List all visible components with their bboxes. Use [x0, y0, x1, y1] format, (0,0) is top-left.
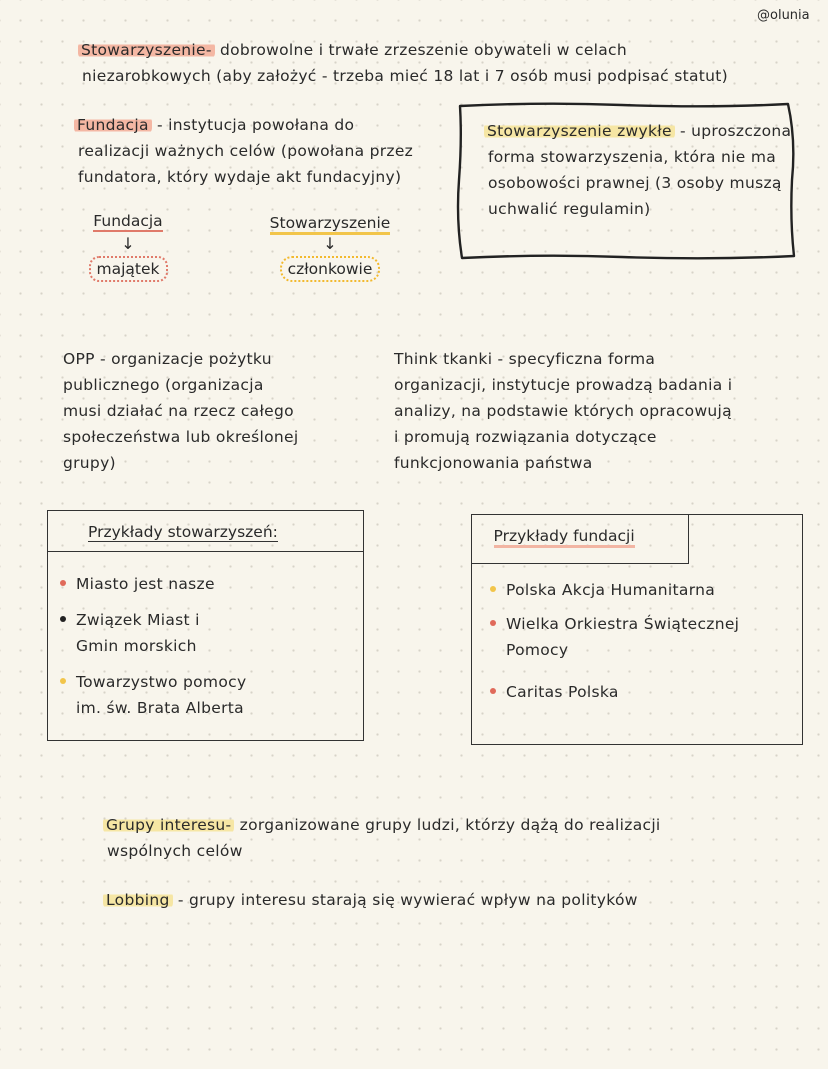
examples-associations-title: Przykłady stowarzyszeń: — [88, 523, 278, 541]
zwykle-definition — [484, 118, 791, 222]
fundacja-comparison-title: Fundacja — [93, 212, 163, 230]
stowarzyszenie-term: Stowarzyszenie- — [78, 41, 215, 59]
opp-definition — [63, 346, 298, 476]
opp-line1: OPP - organizacje pożytku — [63, 350, 272, 368]
stowarzyszenie-definition — [78, 37, 728, 89]
grupy-text-line1: zorganizowane grupy ludzi, którzy dążą do realizacji — [234, 816, 661, 834]
lobbing-definition — [103, 887, 638, 913]
think-line2: organizacji, instytucje prowadzą badania i — [394, 376, 733, 394]
opp-line2: publicznego (organizacja — [63, 376, 264, 394]
fundacja-text-line3: fundatora, który wydaje akt fundacyjny) — [78, 168, 402, 186]
bullet-icon — [60, 678, 66, 684]
zwykle-text-line1: - uproszczona — [674, 122, 792, 140]
stowarzyszenie-text-line1: dobrowolne i trwałe zrzeszenie obywateli w celach — [214, 41, 628, 59]
examples-associations-header — [48, 511, 363, 552]
stowarzyszenie-comparison — [258, 214, 402, 278]
grupy-text-line2: wspólnych celów — [107, 842, 243, 860]
list-item: Caritas Polska — [490, 679, 739, 705]
think-line1: Think tkanki - specyficzna forma — [394, 350, 656, 368]
fundacja-text-line2: realizacji ważnych celów (powołana przez — [78, 142, 414, 160]
list-item: Wielka Orkiestra Świątecznej — [490, 611, 739, 637]
fundacja-term: Fundacja — [74, 116, 152, 134]
opp-line5: grupy) — [63, 454, 116, 472]
lobbing-term: Lobbing — [103, 891, 173, 909]
think-line4: i promują rozwiązania dotyczące — [394, 428, 657, 446]
zwykle-text-line4: uchwalić regulamin) — [488, 200, 651, 218]
czlonkowie-label: członkowie — [280, 256, 381, 282]
bullet-icon — [490, 688, 496, 694]
opp-line3: musi działać na rzecz całego — [63, 402, 294, 420]
arrow-down-icon: ↓ — [121, 234, 135, 253]
list-item: Związek Miast i — [60, 607, 246, 633]
zwykle-text-line3: osobowości prawnej (3 osoby muszą — [488, 174, 782, 192]
arrow-down-icon: ↓ — [323, 234, 337, 253]
author-tag: @olunia — [757, 8, 810, 23]
examples-associations-box — [47, 510, 364, 741]
list-item: Towarzystwo pomocy — [60, 669, 246, 695]
opp-line4: społeczeństwa lub określonej — [63, 428, 299, 446]
think-tank-definition — [394, 346, 732, 476]
list-item-continuation: im. św. Brata Alberta — [76, 699, 244, 717]
bullet-icon — [60, 580, 66, 586]
grupy-interesu-definition — [103, 812, 661, 864]
grupy-term: Grupy interesu- — [103, 816, 234, 834]
fundacja-comparison — [78, 212, 178, 278]
list-item-continuation: Pomocy — [506, 641, 569, 659]
list-item: Polska Akcja Humanitarna — [490, 577, 739, 603]
examples-foundations-box — [471, 514, 803, 745]
stowarzyszenie-text-line2: niezarobkowych (aby założyć - trzeba mieć 18 lat i 7 osób musi podpisać statut) — [82, 67, 728, 85]
fundacja-text-line1: - instytucja powołana do — [151, 116, 355, 134]
list-item: Miasto jest nasze — [60, 571, 246, 597]
think-line5: funkcjonowania państwa — [394, 454, 593, 472]
bullet-icon — [490, 586, 496, 592]
list-item-continuation: Gmin morskich — [76, 637, 197, 655]
associations-list — [60, 571, 246, 721]
bullet-icon — [60, 616, 66, 622]
majatek-label: majątek — [89, 256, 168, 282]
stowarzyszenie-comparison-title: Stowarzyszenie — [270, 214, 391, 235]
foundations-list — [490, 577, 739, 705]
lobbing-text-line1: - grupy interesu starają się wywierać wpływ na polityków — [172, 891, 638, 909]
bullet-icon — [490, 620, 496, 626]
fundacja-definition — [74, 112, 413, 190]
zwykle-text-line2: forma stowarzyszenia, która nie ma — [488, 148, 777, 166]
examples-foundations-title: Przykłady fundacji — [494, 527, 635, 548]
zwykle-term: Stowarzyszenie zwykłe — [484, 122, 675, 140]
think-line3: analizy, na podstawie których opracowują — [394, 402, 732, 420]
examples-foundations-header — [471, 514, 689, 564]
